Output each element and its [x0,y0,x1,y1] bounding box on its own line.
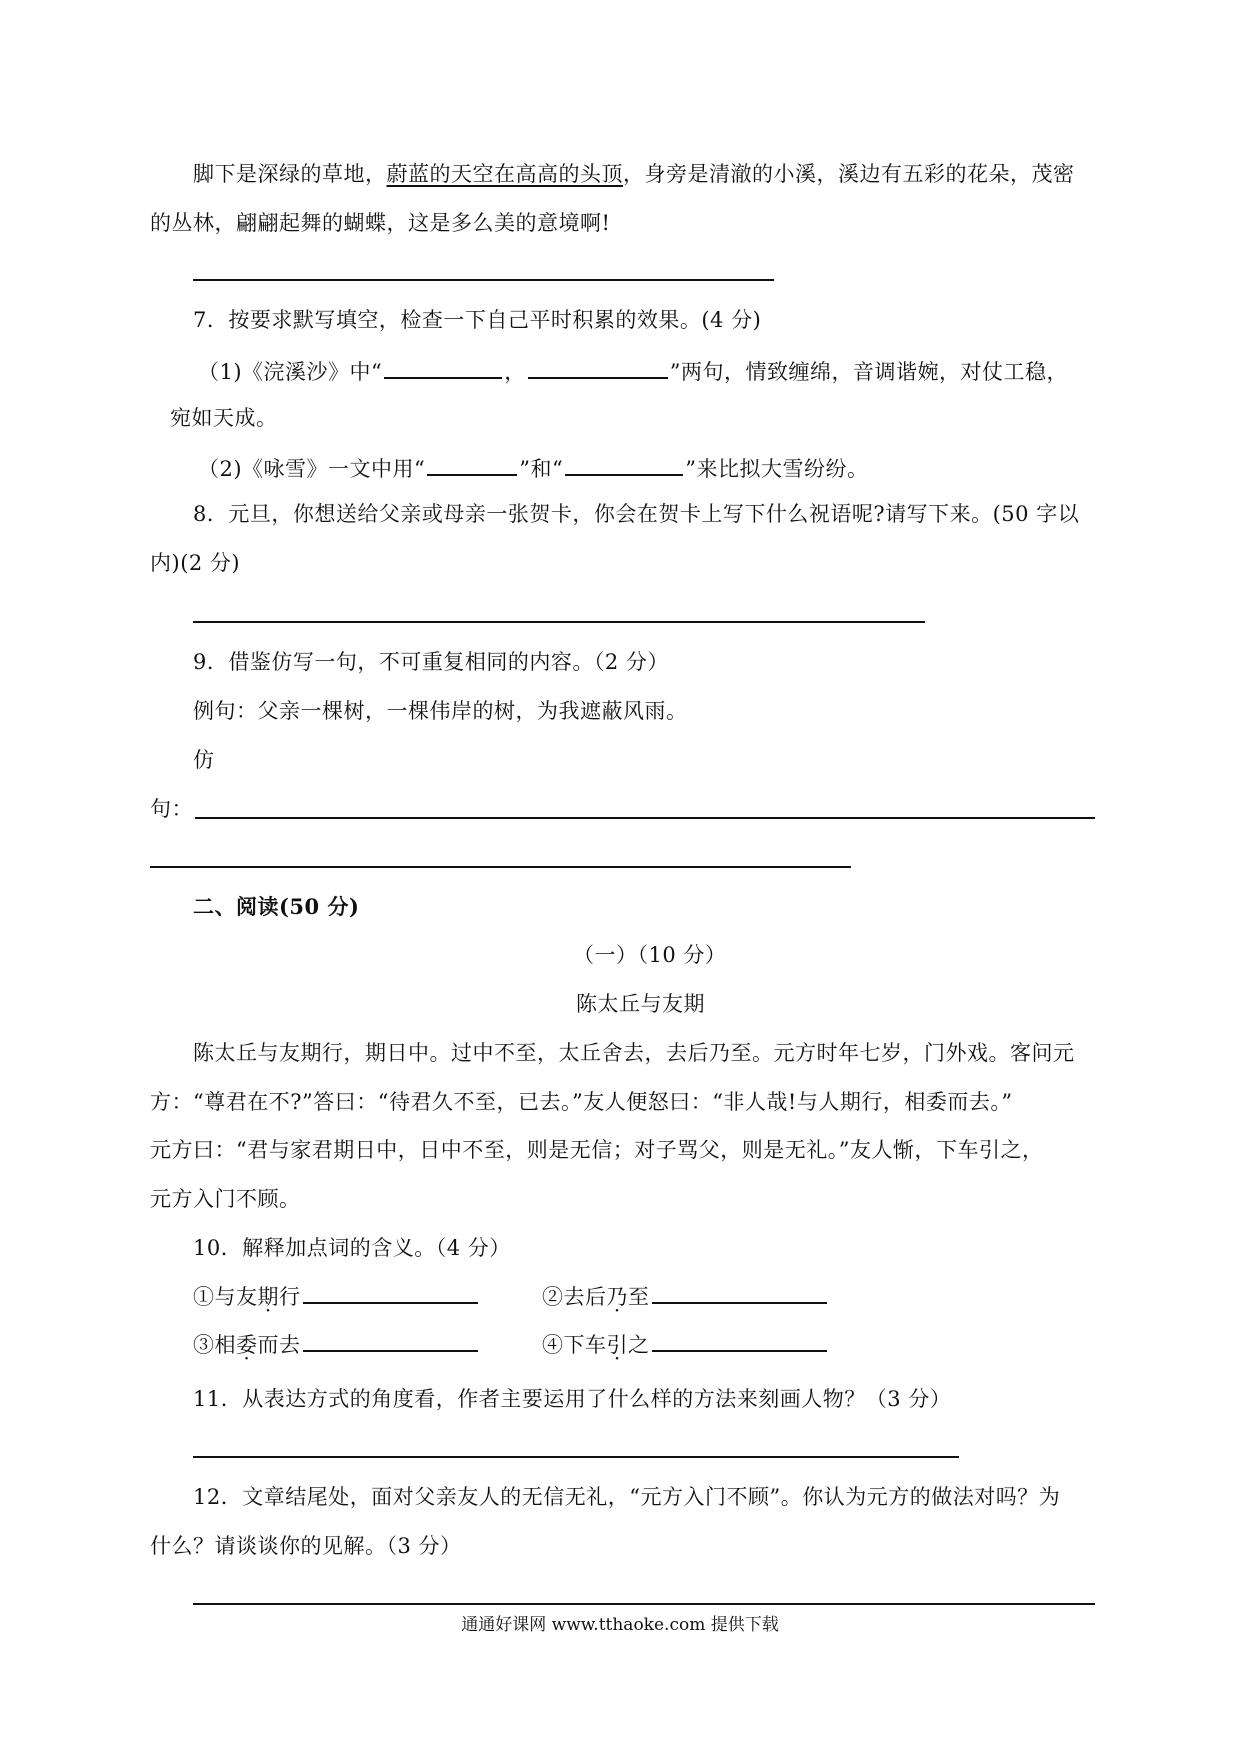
dotted-word: 乃 [606,1285,628,1309]
q8-line-2: 内)(2 分) [150,551,241,575]
q10-blank-3[interactable] [303,1328,478,1352]
q11-answer-line[interactable] [193,1456,959,1458]
passage-line-4: 元方入门不顾。 [150,1187,301,1211]
passage-line-3: 元方曰：“君与家君期日中，日中不至，则是无信；对子骂父，则是无礼。”友人惭，下车引之， [150,1138,1044,1162]
passage-line-2: 方：“尊君在不?”答曰：“待君久不至，已去。”友人便怒曰：“非人哉!与人期行，相委而去。” [150,1090,1013,1114]
q7-blank-4[interactable] [565,452,683,476]
q10-item-2: ②去后乃至 [542,1280,829,1311]
q7-part-1: （1)《浣溪沙》中“ ， ”两句，情致缠绵，音调谐婉，对仗工稳， [198,355,1068,386]
q10-item-1: ①与友期行 [193,1280,480,1311]
q10-item-3: ③相委而去 [193,1328,480,1359]
q10-blank-2[interactable] [652,1280,827,1304]
q9-imitate-label-2: 句： [150,797,193,821]
q12-line-1: 12．文章结尾处，面对父亲友人的无信无礼，“元方入门不顾”。你认为元方的做法对吗？为 [193,1485,1061,1509]
q7-stem: 7．按要求默写填空，检查一下自己平时积累的效果。(4 分) [193,308,762,332]
q12-line-2: 什么？请谈谈你的见解。（3 分） [150,1534,462,1558]
q8-answer-line[interactable] [193,621,925,623]
passage-line-1: 陈太丘与友期行，期日中。过中不至，太丘舍去，去后乃至。元方时年七岁，门外戏。客问元 [193,1041,1075,1065]
q6-line-2: 的丛林，翩翩起舞的蝴蝶，这是多么美的意境啊! [150,211,611,235]
q10-blank-4[interactable] [652,1328,827,1352]
dotted-word: 委 [236,1333,258,1357]
q7-part-1-cont: 宛如天成。 [170,406,278,430]
underlined-sentence: 蔚蓝的天空在高高的头顶 [386,162,623,186]
q9-example: 例句：父亲一棵树，一棵伟岸的树，为我遮蔽风雨。 [193,699,688,723]
q8-line-1: 8．元旦，你想送给父亲或母亲一张贺卡，你会在贺卡上写下什么祝语呢?请写下来。(50 字以 [193,502,1080,526]
dotted-word: 引 [606,1333,628,1357]
q7-blank-3[interactable] [427,452,517,476]
passage-title: 陈太丘与友期 [576,992,705,1016]
q7-part-2: （2)《咏雪》一文中用“ ”和“ ”来比拟大雪纷纷。 [198,452,869,483]
q9-stem: 9．借鉴仿写一句，不可重复相同的内容。（2 分） [193,650,669,674]
q12-answer-line[interactable] [193,1603,1095,1605]
section-2-heading: 二、阅读(50 分) [193,894,360,919]
q9-answer-line-1[interactable] [195,817,1095,819]
q11-stem: 11．从表达方式的角度看，作者主要运用了什么样的方法来刻画人物？（3 分） [193,1387,952,1411]
q6-line-1: 脚下是深绿的草地，蔚蓝的天空在高高的头顶，身旁是清澈的小溪，溪边有五彩的花朵，茂密 [193,162,1075,186]
q7-blank-2[interactable] [528,355,668,379]
q10-item-4: ④下车引之 [542,1328,829,1359]
part-1-heading: （一）（10 分） [573,943,727,967]
q9-imitate-label-1: 仿 [193,748,215,772]
q10-blank-1[interactable] [303,1280,478,1304]
q9-answer-line-2[interactable] [150,866,851,868]
q10-stem: 10．解释加点词的含义。（4 分） [193,1236,511,1260]
q6-answer-line[interactable] [193,279,774,281]
dotted-word: 期 [257,1285,279,1309]
page-footer: 通通好课网 www.tthaoke.com 提供下载 [461,1615,779,1635]
q7-blank-1[interactable] [384,355,502,379]
